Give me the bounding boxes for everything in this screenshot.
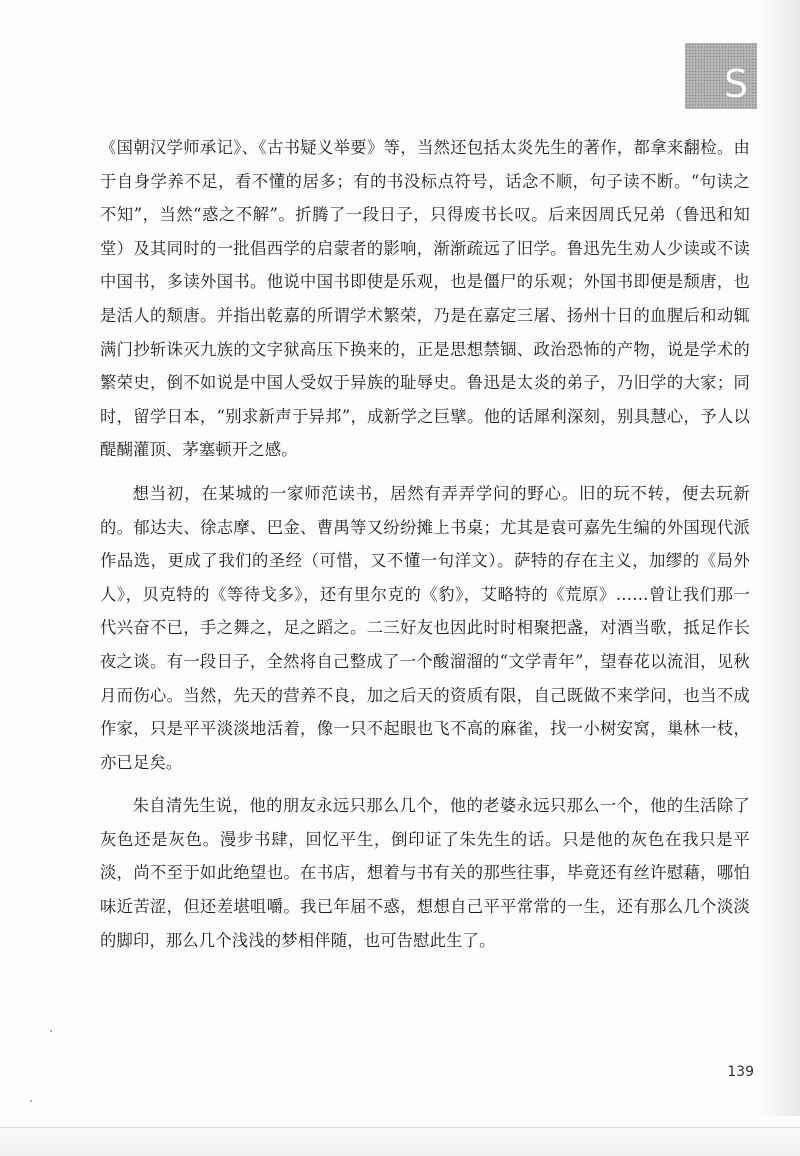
paragraph-1: 《国朝汉学师承记》、《古书疑义举要》等，当然还包括太炎先生的著作，都拿来翻检。由于自身学养不足，看不懂的居多；有的书没标点符号，话念不顺，句子读不断。“句读之不知”，当然“惑之不解”。折腾了一段日子，只得废书长叹。后来因周氏兄弟（鲁迅和知堂）及其同时的一批倡西学的启蒙者的影响，渐渐疏远了旧学。鲁迅先生劝人少读或不读中国书，多读外国书。他说中国书即使是乐观，也是僵尸的乐观；外国书即便是颓唐，也是活人的颓唐。并指出乾嘉的所谓学术繁荣，乃是在嘉定三屠、扬州十日的血腥后和动辄满门抄斩诛灭九族的文字狱高压下换来的，正是思想禁锢、政治恐怖的产物，说是学术的繁荣史，倒不如说是中国人受奴于异族的耻辱史。鲁迅是太炎的弟子，乃旧学的大家；同时，留学日本，“别求新声于异邦”，成新学之巨擘。他的话犀利深刻，别具慧心，予人以醍醐灌顶、茅塞顿开之感。 xyxy=(100,138,750,460)
page-number: 139 xyxy=(727,1064,754,1080)
page-bottom-edge xyxy=(0,1127,800,1128)
scan-speck xyxy=(50,1030,52,1032)
section-tab-letter: S xyxy=(723,62,749,106)
scan-speck xyxy=(30,1100,32,1102)
body-text xyxy=(100,131,750,957)
scan-shadow-right xyxy=(756,0,800,1156)
paragraph-2: 想当初，在某城的一家师范读书，居然有弄弄学问的野心。旧的玩不转，便去玩新的。郁达夫、徐志摩、巴金、曹禺等又纷纷摊上书桌；尤其是袁可嘉先生编的外国现代派作品选，更成了我们的圣经（可惜，又不懂一句洋文）。萨特的存在主义，加缪的《局外人》，贝克特的《等待戈多》，还有里尔克的《豹》，艾略特的《荒原》……曾让我们那一代兴奋不已，手之舞之，足之蹈之。二三好友也因此时时相聚把盏，对酒当歌，抵足作长夜之谈。有一段日子，全然将自己整成了一个酸溜溜的“文学青年”，望春花以流泪，见秋月而伤心。当然，先天的营养不良，加之后天的资质有限，自己既做不来学问，也当不成作家，只是平平淡淡地活着，像一只不起眼也飞不高的麻雀，找一小树安窝，巢林一枝，亦已足矣。 xyxy=(100,483,750,772)
scan-shadow-bottom xyxy=(0,1116,800,1156)
paragraph-3: 朱自清先生说，他的朋友永远只那么几个，他的老婆永远只那么一个，他的生活除了灰色还是灰色。漫步书肆，回忆平生，倒印证了朱先生的话。只是他的灰色在我只是平淡，尚不至于如此绝望也。在书店，想着与书有关的那些往事，毕竟还有丝许慰藉，哪怕味近苦涩，但还差堪咀嚼。我已年届不惑，想想自己平平常常的一生，还有那么几个淡淡的脚印，那么几个浅浅的梦相伴随，也可告慰此生了。 xyxy=(100,796,750,950)
